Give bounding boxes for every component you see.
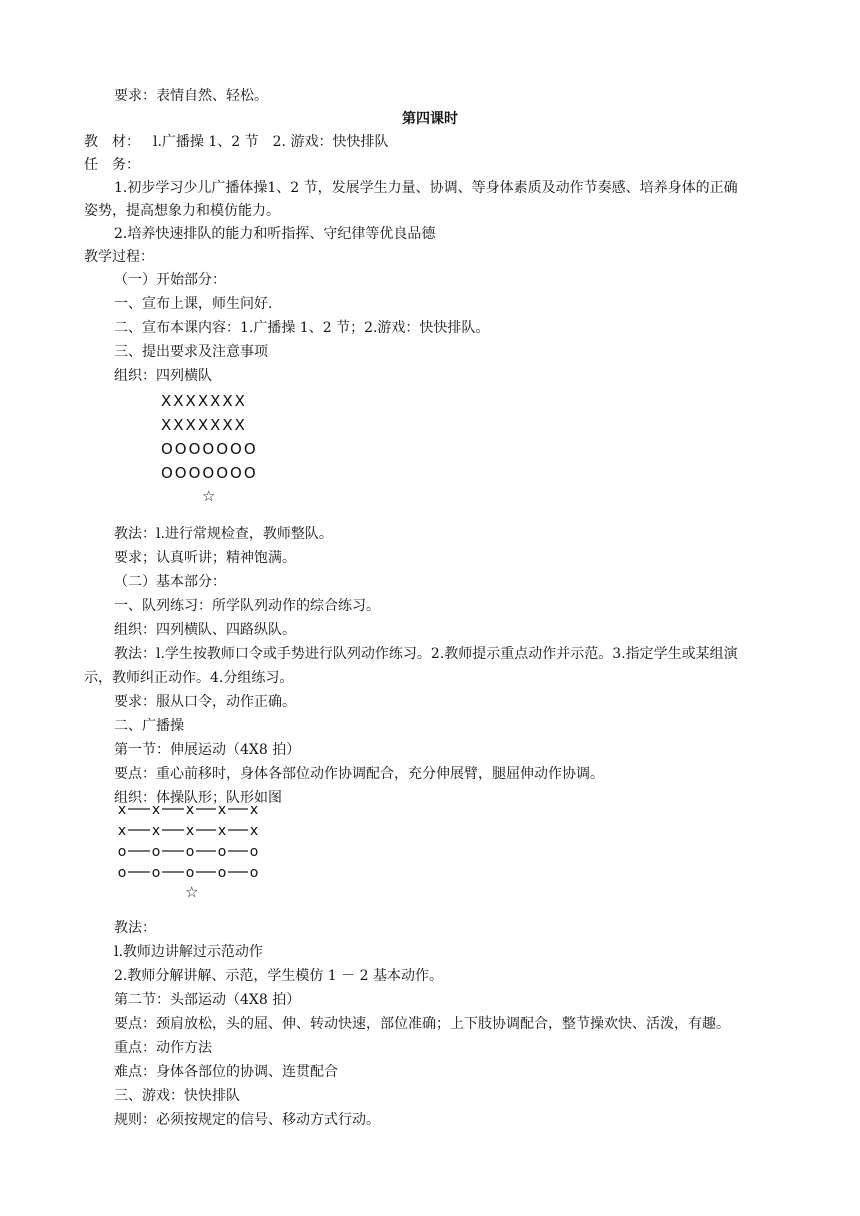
section1-title: 第一节：伸展运动（4X8 拍） (114, 742, 301, 758)
formation-student-mark: x (117, 802, 127, 818)
method-item2: 2.教师分解讲解、示范，学生模仿 1 － 2 基本动作。 (114, 968, 443, 984)
formation-student-mark: x (151, 823, 161, 839)
formation-student-mark: o (151, 844, 161, 860)
formation-student-mark: o (249, 844, 259, 860)
part1-org: 组织：四列横队 (114, 368, 212, 384)
material-label: 教 材： (84, 134, 140, 150)
part1-heading: （一）开始部分： (114, 272, 226, 288)
task1-line2: 姿势，提高想象力和模仿能力。 (84, 203, 280, 219)
drill-requirement: 要求：服从口令，动作正确。 (114, 694, 296, 710)
formation-student-mark: o (117, 844, 127, 860)
section1-org: 组织：体操队形；队形如图 (114, 790, 282, 806)
teacher-star-icon: ☆ (202, 487, 216, 505)
formation-row: XXXXXXX (161, 392, 247, 410)
formation-student-mark: o (185, 865, 195, 881)
part1-method: 教法：l.进行常规检查，教师整队。 (114, 526, 333, 542)
formation-student-mark: x (249, 802, 259, 818)
drill-method-line1: 教法：l.学生按教师口令或手势进行队列动作练习。2.教师提示重点动作并示范。3.指定学生或某组演 (114, 646, 738, 662)
top-requirement: 要求：表情自然、轻松。 (114, 88, 268, 104)
formation-student-mark: x (249, 823, 259, 839)
section2-title: 第二节：头部运动（4X8 拍） (114, 992, 301, 1008)
formation-student-mark: o (217, 844, 227, 860)
part1-item1: 一、宣布上课，师生问好. (114, 296, 273, 312)
formation-student-mark: x (185, 823, 195, 839)
task1-line1: 1.初步学习少儿广播体操1、2 节，发展学生力量、协调、等身体素质及动作节奏感、培养身体的正确 (114, 180, 738, 196)
formation-row: XXXXXXX (161, 416, 247, 434)
section2-points: 要点：颈肩放松，头的屈、伸、转动快速，部位准确；上下肢协调配合，整节操欢快、活泼，有趣。 (114, 1016, 730, 1032)
formation-student-mark: x (117, 823, 127, 839)
section1-points: 要点：重心前移时，身体各部位动作协调配合，充分伸展臂，腿屈伸动作协调。 (114, 766, 604, 782)
formation-student-mark: x (185, 802, 195, 818)
part2-heading: （二）基本部分： (114, 574, 226, 590)
lesson-title: 第四课时 (402, 111, 458, 127)
drill-method-line2: 示，教师纠正动作。4.分组练习。 (84, 670, 294, 686)
formation-student-mark: x (217, 802, 227, 818)
formation-row: OOOOOOO (161, 464, 258, 482)
formation-student-mark: o (151, 865, 161, 881)
teacher-star-icon: ☆ (185, 883, 199, 901)
formation-student-mark: x (151, 802, 161, 818)
method-item1: l.教师边讲解过示范动作 (114, 944, 263, 960)
formation-student-mark: o (217, 865, 227, 881)
game-rule: 规则：必须按规定的信号、移动方式行动。 (114, 1112, 380, 1128)
drill-org: 组织：四列横队、四路纵队。 (114, 622, 296, 638)
drill-title: 一、队列练习：所学队列动作的综合练习。 (114, 598, 380, 614)
formation-student-mark: o (249, 865, 259, 881)
broadcast-title: 二、广播操 (114, 718, 184, 734)
part1-requirement: 要求；认真听讲；精神饱满。 (114, 550, 296, 566)
method-label: 教法： (114, 920, 156, 936)
part1-item3: 三、提出要求及注意事项 (114, 344, 268, 360)
process-label: 教学过程： (84, 249, 154, 265)
formation-student-mark: x (217, 823, 227, 839)
task2: 2.培养快速排队的能力和听指挥、守纪律等优良品德 (114, 226, 436, 242)
game-title: 三、游戏：快快排队 (114, 1088, 240, 1104)
part1-item2: 二、宣布本课内容：1.广播操 1、2 节；2.游戏：快快排队。 (114, 320, 490, 336)
material-text: l.广播操 1、2 节 2. 游戏：快快排队 (153, 134, 389, 150)
task-label: 任 务： (84, 157, 140, 173)
key-point: 重点：动作方法 (114, 1040, 212, 1056)
difficulty: 难点：身体各部位的协调、连贯配合 (114, 1064, 338, 1080)
formation-row: OOOOOOO (161, 440, 258, 458)
formation-student-mark: o (117, 865, 127, 881)
formation-student-mark: o (185, 844, 195, 860)
